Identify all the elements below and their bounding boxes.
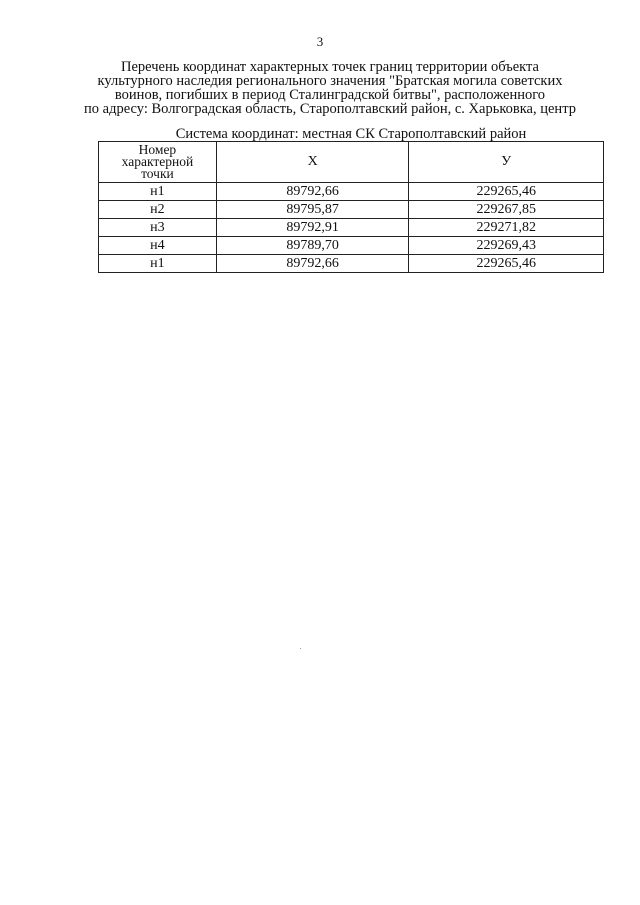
header-point-line: характерной <box>121 154 194 169</box>
header-x: X <box>216 142 409 183</box>
header-point-line: точки <box>141 166 174 181</box>
header-point-number <box>99 142 217 183</box>
cell-y: 229265,46 <box>409 255 604 273</box>
cell-y: 229271,82 <box>409 219 604 237</box>
table-row <box>99 237 604 255</box>
table-row <box>99 201 604 219</box>
document-heading <box>60 60 600 116</box>
page-number: 3 <box>316 34 324 49</box>
cell-x: 89792,66 <box>216 183 409 201</box>
cell-y: 229265,46 <box>409 183 604 201</box>
cell-x: 89792,66 <box>216 255 409 273</box>
cell-y: 229269,43 <box>409 237 604 255</box>
table-row <box>99 219 604 237</box>
header-y: У <box>409 142 604 183</box>
cell-point: н1 <box>99 183 217 201</box>
cell-x: 89792,91 <box>216 219 409 237</box>
coordinate-system-caption: Система координат: местная СК Старополтавский район <box>175 126 527 142</box>
scan-speck <box>300 648 301 649</box>
table-row <box>99 183 604 201</box>
cell-point: н2 <box>99 201 217 219</box>
table-header-row <box>99 142 604 183</box>
heading-line: по адресу: Волгоградская область, Старополтавский район, с. Харьковка, центр <box>84 101 576 117</box>
cell-y: 229267,85 <box>409 201 604 219</box>
cell-point: н4 <box>99 237 217 255</box>
header-point-line: Номер <box>138 142 177 157</box>
coordinates-table <box>98 141 604 273</box>
cell-point: н1 <box>99 255 217 273</box>
cell-point: н3 <box>99 219 217 237</box>
cell-x: 89795,87 <box>216 201 409 219</box>
heading-line: культурного наследия регионального значения "Братская могила советских <box>97 73 563 89</box>
table-row <box>99 255 604 273</box>
cell-x: 89789,70 <box>216 237 409 255</box>
heading-line: воинов, погибших в период Сталинградской битвы", расположенного <box>114 87 546 103</box>
heading-line: Перечень координат характерных точек границ территории объекта <box>121 59 539 75</box>
